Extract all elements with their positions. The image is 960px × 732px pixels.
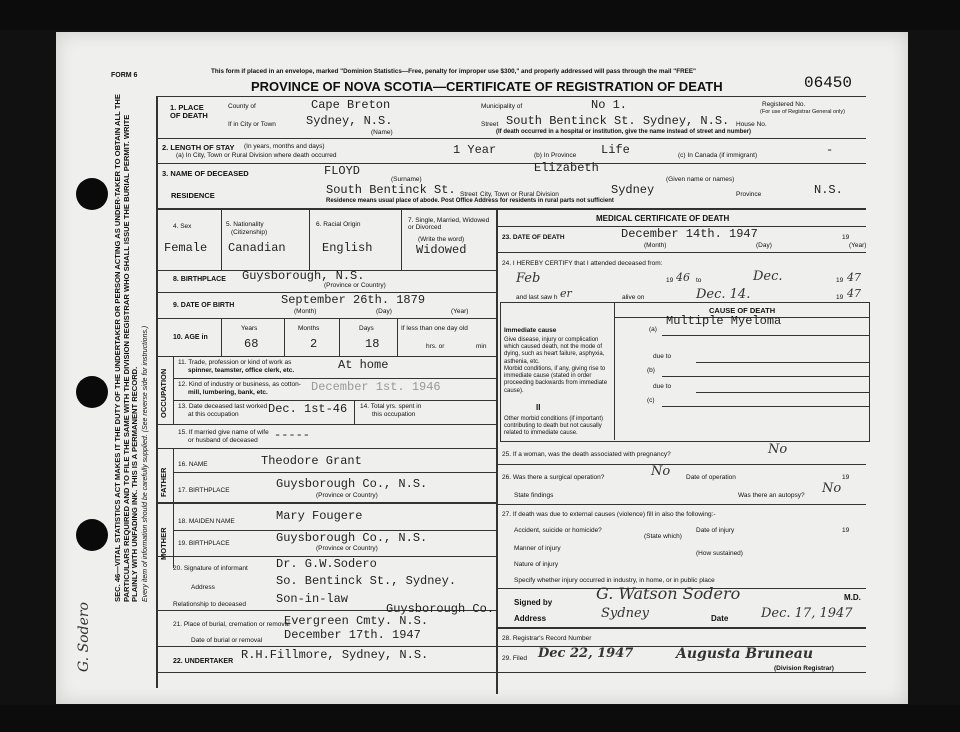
filed-label: 29. Filed xyxy=(502,655,527,662)
dod-month: (Month) xyxy=(644,242,667,249)
informant-label: 20. Signature of informant xyxy=(173,565,248,572)
rule xyxy=(173,378,496,379)
record-number-label: 28. Registrar's Record Number xyxy=(502,635,592,642)
relationship-value: Son-in-law xyxy=(276,592,349,606)
cause-b-marker: (b) xyxy=(647,367,655,374)
rule xyxy=(156,138,866,139)
last-saw-label: and last saw h xyxy=(516,294,558,301)
stay-label: 2. LENGTH OF STAY xyxy=(162,143,235,152)
rule xyxy=(496,464,866,465)
months-label: Months xyxy=(298,325,320,332)
filed-value: Dec 22, 1947 xyxy=(538,646,634,661)
industry-label: 12. Kind of industry or business, as cotton- xyxy=(178,381,301,388)
days-value: 18 xyxy=(365,337,380,351)
immediate-label: Immediate cause xyxy=(504,327,557,334)
trade-sub: spinner, teamster, office clerk, etc. xyxy=(188,367,295,374)
rule xyxy=(156,424,496,425)
stay-c-label: (c) In Canada (if immigrant) xyxy=(678,152,758,159)
registered-label: Registered No. xyxy=(762,101,806,108)
attended-from: Feb xyxy=(516,271,541,286)
column-divider xyxy=(496,208,498,694)
dob-value: September 26th. 1879 xyxy=(281,293,426,307)
house-label: House No. xyxy=(736,121,767,128)
dob-month: (Month) xyxy=(294,308,317,315)
pregnancy-value: No xyxy=(768,442,788,457)
rule xyxy=(309,208,310,270)
racial-value: English xyxy=(322,241,373,255)
dod-19: 19 xyxy=(842,234,850,241)
cause-a-value: Multiple Myeloma xyxy=(666,314,782,328)
alive-19: 19 xyxy=(836,294,844,301)
signer-address-value: Sydney xyxy=(601,606,649,621)
from-19: 19 xyxy=(666,277,674,284)
rule xyxy=(221,208,222,270)
marital-sub: (Write the word) xyxy=(418,236,465,243)
marital-label: 7. Single, Married, Widowed or Divorced xyxy=(408,217,490,232)
rule xyxy=(156,318,496,319)
autopsy-label: Was there an autopsy? xyxy=(738,492,805,499)
burial-place-line2: Evergreen Cmty. N.S. xyxy=(284,614,429,628)
alive-on-label: alive on xyxy=(622,294,645,301)
findings-label: State findings xyxy=(514,492,554,499)
rule xyxy=(696,392,870,393)
given-sub: (Given name or names) xyxy=(666,176,735,183)
last-saw-her: er xyxy=(560,287,572,300)
days-label: Days xyxy=(359,325,374,332)
residence-label: RESIDENCE xyxy=(171,191,215,200)
birthplace-value: Guysborough, N.S. xyxy=(242,269,365,283)
punch-hole xyxy=(76,376,108,408)
min-label: min xyxy=(476,343,487,350)
rule xyxy=(401,208,402,270)
trade-value: At home xyxy=(338,358,389,372)
attended-to-year: 47 xyxy=(847,271,861,284)
to-19: 19 xyxy=(836,277,844,284)
dod-year: (Year) xyxy=(849,242,867,249)
mother-value: Mary Fougere xyxy=(276,509,363,523)
rule xyxy=(354,400,355,424)
stay-b-value: Life xyxy=(601,143,630,157)
scan-border-bottom xyxy=(0,705,960,732)
stay-c-value: - xyxy=(826,143,834,157)
rule xyxy=(496,252,866,253)
city-value: Sydney, N.S. xyxy=(306,114,393,128)
city-sub: (Name) xyxy=(371,129,393,136)
residence-street-label: Street xyxy=(460,191,478,198)
punch-hole xyxy=(76,178,108,210)
due-to-2: due to xyxy=(653,383,672,390)
province-value: N.S. xyxy=(814,183,843,197)
mother-side-label: MOTHER xyxy=(159,527,168,560)
rule xyxy=(156,356,496,357)
surname-value: FLOYD xyxy=(324,164,361,178)
surname-sub: (Surname) xyxy=(391,176,422,183)
street-value: South Bentinck St. Sydney, N.S. xyxy=(506,114,730,128)
injury-19: 19 xyxy=(842,527,850,534)
rule xyxy=(173,472,496,473)
signer-address-label: Address xyxy=(514,614,547,623)
burial-place-label: 21. Place of burial, cremation or removal xyxy=(173,621,290,628)
father-name-label: 16. NAME xyxy=(178,461,208,468)
sex-value: Female xyxy=(164,241,208,255)
stay-hint: (In years, months and days) xyxy=(244,143,325,150)
birthplace-sub: (Province or Country) xyxy=(324,282,386,289)
signed-by-label: Signed by xyxy=(514,598,553,607)
rule xyxy=(156,672,866,673)
dob-day: (Day) xyxy=(376,308,392,315)
operation-label: 26. Was there a surgical operation? xyxy=(502,474,605,481)
alive-on-value: Dec. 14. xyxy=(696,287,751,302)
burial-place-line1: Guysborough Co. xyxy=(386,602,495,616)
punch-hole xyxy=(76,519,108,551)
years-occupation-label: 14. Total yrs. spent in xyxy=(360,403,422,410)
cause-header: CAUSE OF DEATH xyxy=(709,306,776,315)
immediate-hint: Give disease, injury or complication which caused death, not the mode of dying, such as heart failure, asphyxia, asthenia, etc. xyxy=(504,337,605,365)
attended-from-year: 46 xyxy=(676,271,690,284)
attended-to: Dec. xyxy=(753,269,783,284)
how-sustained: (How sustained) xyxy=(696,550,743,557)
county-value: Cape Breton xyxy=(311,98,391,112)
street-sub: (If death occurred in a hospital or institution, give the name instead of street and number) xyxy=(496,129,752,135)
morbid-label: Morbid conditions, if any, giving rise to immediate cause (stated in order proceeding backwards from immediate cause). xyxy=(504,366,608,394)
rule xyxy=(496,627,866,629)
dod-value: December 14th. 1947 xyxy=(621,227,758,241)
mail-notice: This form if placed in an envelope, marked "Dominion Statistics—Free, penalty for improper use $300," and properly addressed will pass through the mail "FREE" xyxy=(211,68,697,75)
date-operation-label: Date of operation xyxy=(686,474,736,481)
due-to-1: due to xyxy=(653,353,672,360)
nationality-value: Canadian xyxy=(228,241,286,255)
residence-city-label: City, Town or Rural Division xyxy=(480,191,559,198)
scan-border-top xyxy=(0,0,960,30)
birthplace-label: 8. BIRTHPLACE xyxy=(173,276,226,283)
mother-birthplace-label: 19. BIRTHPLACE xyxy=(178,540,230,547)
certificate-paper xyxy=(56,32,908,704)
spouse-value: ----- xyxy=(274,428,311,442)
hrs-label: hrs. or xyxy=(426,343,445,350)
pregnancy-label: 25. If a woman, was the death associated with pregnancy? xyxy=(502,451,671,458)
dod-label: 23. DATE OF DEATH xyxy=(502,234,565,241)
rule xyxy=(173,356,174,424)
signer-date-value: Dec. 17, 1947 xyxy=(761,606,853,621)
cause-c-marker: (c) xyxy=(647,397,655,404)
mother-birthplace-sub: (Province or Country) xyxy=(316,545,378,552)
alive-year: 47 xyxy=(847,287,861,300)
rule xyxy=(173,448,174,568)
specify-label: Specify whether injury occurred in industry, in home, or in public place xyxy=(514,577,715,584)
burial-date-value: December 17th. 1947 xyxy=(284,628,421,642)
street-label: Street xyxy=(481,121,499,128)
trade-label: 11. Trade, profession or kind of work as xyxy=(178,359,292,366)
mother-birthplace-value: Guysborough Co., N.S. xyxy=(276,531,428,545)
dob-label: 9. DATE OF BIRTH xyxy=(173,302,235,309)
rule xyxy=(662,335,870,336)
stay-a-label: (a) In City, Town or Rural Division where death occurred xyxy=(176,152,337,159)
father-birthplace-value: Guysborough Co., N.S. xyxy=(276,477,428,491)
rule xyxy=(156,646,496,647)
lastworked-sub: at this occupation xyxy=(188,411,239,418)
lastworked-label: 13. Date deceased last worked xyxy=(178,403,268,410)
physician-signature: G. Watson Sodero xyxy=(596,584,741,603)
undertaker-value: R.H.Fillmore, Sydney, N.S. xyxy=(241,648,429,662)
years-occupation-sub: this occupation xyxy=(372,411,416,418)
rule xyxy=(156,502,496,504)
rule xyxy=(156,208,866,210)
spouse-sub: or husband of deceased xyxy=(188,437,258,444)
rule xyxy=(662,406,870,407)
form-number: FORM 6 xyxy=(111,72,138,79)
dob-year: (Year) xyxy=(451,308,469,315)
industry-value: December 1st. 1946 xyxy=(311,380,441,394)
relationship-label: Relationship to deceased xyxy=(173,601,246,608)
rule xyxy=(156,448,496,449)
stay-a-value: 1 Year xyxy=(453,143,497,157)
municipality-value: No 1. xyxy=(591,98,628,112)
father-side-label: FATHER xyxy=(159,467,168,497)
rule xyxy=(156,96,866,97)
registered-note: (For use of Registrar General only) xyxy=(760,109,845,115)
residence-street: South Bentinck St. xyxy=(326,183,456,197)
months-value: 2 xyxy=(310,337,318,351)
marital-value: Widowed xyxy=(416,243,467,257)
date-injury-label: Date of injury xyxy=(696,527,735,534)
occupation-side-label: OCCUPATION xyxy=(159,368,168,418)
mother-name-label: 18. MAIDEN NAME xyxy=(178,518,235,525)
rule xyxy=(696,362,870,363)
age-label: 10. AGE in xyxy=(173,334,208,341)
other-conditions-label: Other morbid conditions (if important) contributing to death but not causally related to immediate cause. xyxy=(504,416,604,437)
frame-left xyxy=(156,96,158,688)
racial-label: 6. Racial Origin xyxy=(316,221,361,228)
operation-value: No xyxy=(651,464,671,479)
spouse-label: 15. If married give name of wife xyxy=(178,429,269,436)
accident-label: Accident, suicide or homicide? xyxy=(514,527,602,534)
dod-day: (Day) xyxy=(756,242,772,249)
rule xyxy=(397,318,398,356)
certify-label: 24. I HEREBY CERTIFY that I attended deceased from: xyxy=(502,260,663,267)
signer-date-label: Date xyxy=(711,614,729,623)
rule xyxy=(284,318,285,356)
rule xyxy=(339,318,340,356)
nature-label: Nature of injury xyxy=(514,561,559,568)
serial-number: 06450 xyxy=(804,74,853,92)
residence-city: Sydney xyxy=(611,183,655,197)
informant-address-label: Address xyxy=(191,584,215,591)
cause-a-marker: (a) xyxy=(649,326,657,333)
registrar-signature: Augusta Bruneau xyxy=(676,646,814,662)
residence-sub: Residence means usual place of abode. Post Office Address for residents in rural parts not sufficient xyxy=(326,198,614,204)
informant-value: Dr. G.W.Sodero xyxy=(276,557,377,571)
state-which: (State which) xyxy=(644,533,682,540)
province-label: Province xyxy=(736,191,762,198)
side-note: Every item of information should be carefully supplied. (See reverse side for instructions.) xyxy=(142,325,149,602)
lessday-label: If less than one day old xyxy=(401,325,468,332)
nationality-sub: (Citizenship) xyxy=(231,229,268,236)
roman-ii: II xyxy=(536,403,541,412)
deceased-label: 3. NAME OF DECEASED xyxy=(162,169,249,178)
side-statute: SEC. 46—VITAL STATISTICS ACT MAKES IT THE DUTY OF THE UNDERTAKER OR PERSON ACTING AS UNDER-TAKER TO OBTAIN ALL THE PARTICULARS REQUIRED AND TO FILE THE SAME WITH THE DIVISION REGISTRAR WHO SHALL ISSUE THE BURIAL PERMIT. WRITE PLAINLY WITH UNFADING INK. THIS IS A PERMANENT RECORD. xyxy=(113,94,140,602)
rule xyxy=(614,302,615,440)
years-value: 68 xyxy=(244,337,259,351)
side-handwriting: G. Sodero xyxy=(76,602,92,672)
nationality-label: 5. Nationality xyxy=(226,221,264,228)
manner-label: Manner of injury xyxy=(514,545,561,552)
years-label: Years xyxy=(241,325,258,332)
father-value: Theodore Grant xyxy=(261,454,362,468)
registrar-sub: (Division Registrar) xyxy=(774,665,834,672)
given-value: Elizabeth xyxy=(534,161,599,175)
undertaker-label: 22. UNDERTAKER xyxy=(173,658,234,665)
medical-header: MEDICAL CERTIFICATE OF DEATH xyxy=(596,214,730,223)
industry-sub: mill, lumbering, bank, etc. xyxy=(188,389,268,396)
autopsy-value: No xyxy=(822,481,842,496)
father-birthplace-label: 17. BIRTHPLACE xyxy=(178,487,230,494)
rule xyxy=(496,504,866,505)
external-causes-label: 27. If death was due to external causes (violence) fill in also the following:- xyxy=(502,511,716,518)
sex-label: 4. Sex xyxy=(173,223,192,230)
county-label: County of xyxy=(228,103,256,110)
city-label: If in City or Town xyxy=(228,121,276,128)
stay-b-label: (b) In Province xyxy=(534,152,577,159)
page-title: PROVINCE OF NOVA SCOTIA—CERTIFICATE OF REGISTRATION OF DEATH xyxy=(251,79,723,94)
father-birthplace-sub: (Province or Country) xyxy=(316,492,378,499)
rule xyxy=(662,376,870,377)
place-of-death-label: 1. PLACE OF DEATH xyxy=(170,103,208,120)
op-19: 19 xyxy=(842,474,850,481)
to-label: to xyxy=(696,277,702,284)
rule xyxy=(173,400,496,401)
md-label: M.D. xyxy=(844,593,861,602)
lastworked-value: Dec. 1st-46 xyxy=(268,402,348,416)
informant-address-value: So. Bentinck St., Sydney. xyxy=(276,574,457,588)
burial-date-label: Date of burial or removal xyxy=(191,637,263,644)
rule xyxy=(156,163,866,164)
municipality-label: Municipality of xyxy=(481,103,523,110)
rule xyxy=(221,318,222,356)
